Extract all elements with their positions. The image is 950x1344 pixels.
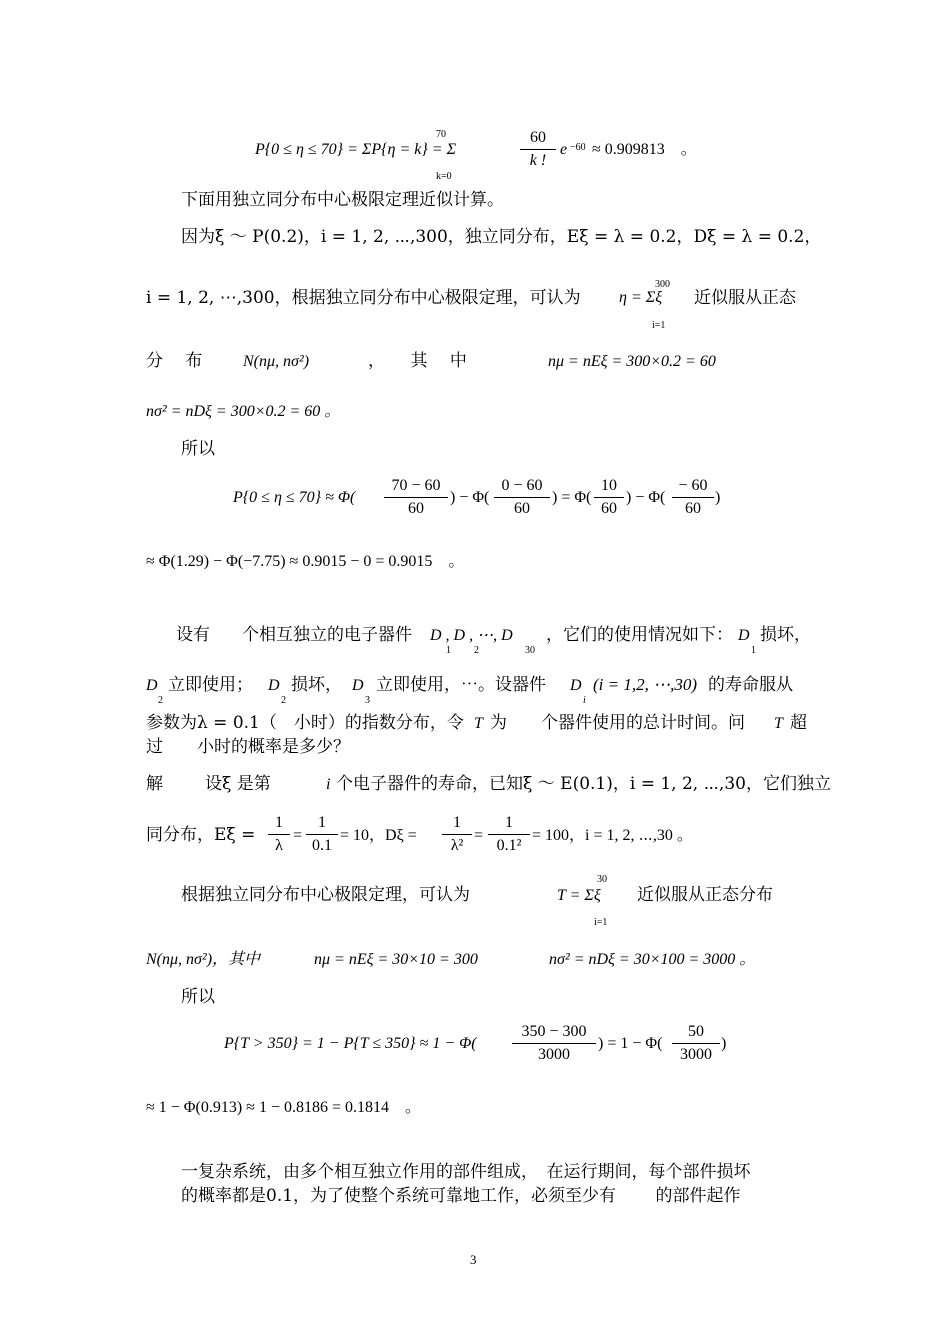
p6-l3c: 近似服从正态分布 [637,885,773,905]
p3-sum-lower: i=1 [652,320,666,331]
p4-m2: ) = Φ( [552,489,592,506]
p3-line3c: ， 其 中 [368,351,467,371]
p5-l1a: 设有 [176,625,210,645]
p5-l1e: D [738,627,750,644]
p5-l2h: (i = 1,2, ⋯,30) [593,675,698,694]
p4-m4: ) [715,489,721,506]
p5-l2g: D [570,677,582,694]
p5-l2i: 的寿命服从 [708,675,793,695]
p6-frac-1 [268,815,290,854]
p6-g2d: 3000 [680,1046,712,1063]
p6-g2n: 50 [688,1023,704,1040]
p5-l2f: 立即使用，⋯。设器件 [376,675,546,695]
p6-l3b: T = Σξ [557,887,601,904]
p5-l3b: T [474,715,483,732]
p6-frac-3 [442,815,472,854]
p6-f4n: 1 [505,814,513,831]
p3-line3b: N(nμ, nσ²) [243,353,310,370]
p6-frac-g1 [512,1024,596,1063]
p3-sum-upper: 300 [655,279,670,290]
p4-line2: ≈ Φ(1.29) − Φ(−7.75) ≈ 0.9015 − 0 = 0.9015 。 [146,553,465,570]
p3-line2a: i = 1, 2, ⋯,300，根据独立同分布中心极限定理，可认为 [146,288,581,308]
p4-frac-3 [594,478,624,517]
p6-l3a: 根据独立同分布中心极限定理，可认为 [181,885,470,905]
p6-f3n: 1 [453,814,461,831]
p4-formula-a: P{0 ≤ η ≤ 70} ≈ Φ( [233,489,356,506]
p6-eq: = [293,827,303,844]
p5-l3a: 参数为λ = 0.1（ 小时）的指数分布，令 [146,713,464,733]
p6-l4b: nμ = nEξ = 30×10 = 300 [314,951,478,968]
p1-fraction [520,130,556,169]
p1-frac-den: k ! [529,152,547,169]
p1-frac-num: 60 [530,129,546,146]
p6-frac-4 [488,815,530,854]
p4-f3n: 10 [601,477,617,494]
p6-frac-g2 [672,1024,720,1063]
p6-l2a: 同分布，Eξ = [146,825,256,845]
p6-l2b: = 10，Dξ = [340,827,417,844]
p4-f4n: − 60 [678,477,708,494]
p5-l2a: D [146,677,158,694]
p6-l5: ≈ 1 − Φ(0.913) ≈ 1 − 0.8186 = 0.1814 。 [146,1099,421,1116]
p5-l2d: 损坏， [291,675,342,695]
p3-line2b: 近似服从正态 [694,288,796,308]
p3-line2-eta: η = Σξ [619,289,663,306]
p6-fa: P{T > 350} = 1 − P{T ≤ 350} ≈ 1 − Φ( [224,1035,477,1052]
p6-jie: 解 [146,774,163,794]
p5-l2g-sub: i [583,695,586,706]
p4-f2n: 0 − 60 [501,477,543,494]
p1-sum-upper: 70 [436,129,446,140]
p4-m1: ) − Φ( [450,489,490,506]
p3-line1: 因为ξ ～ P(0.2)，i = 1, 2, ⋯,300，独立同分布，Eξ = λ = 0.2，Dξ = λ = 0.2， [181,227,822,247]
p1-sum-lower: k=0 [436,171,452,182]
p1-tail-exp: −60 [570,142,586,153]
p6-f4d: 0.1² [496,837,522,854]
p6-sum-lower: i=1 [594,917,608,928]
p6-frac-2 [306,815,338,854]
p6-l2c: = 100，i = 1, 2, ⋯,30 。 [532,827,693,844]
p6-l1c: 个电子器件的寿命，已知ξ ～ E(0.1)，i = 1, 2, ⋯,30，它们独立 [336,774,831,794]
p2-text: 下面用独立同分布中心极限定理近似计算。 [181,190,504,210]
p4-f2d: 60 [514,500,530,517]
p5-l4: 过 小时的概率是多少？ [146,737,350,757]
p6-g1d: 3000 [538,1046,570,1063]
p4-frac-1 [384,478,448,517]
p7-l2: 的概率都是0.1，为了使整个系统可靠地工作，必须至少有 的部件起作 [181,1186,741,1206]
p4-f1n: 70 − 60 [391,477,441,494]
p5-l3d: T [774,715,783,732]
p4-f1d: 60 [408,500,424,517]
p6-f2d: 0.1 [312,837,332,854]
p6-l4c: nσ² = nDξ = 30×100 = 3000 。 [549,951,756,968]
p4-f4d: 60 [685,500,701,517]
p5-l1d: ，它们的使用情况如下： [546,625,733,645]
p3-line3d: nμ = nEξ = 300×0.2 = 60 [548,353,716,370]
p1-result: ≈ 0.909813 。 [592,141,697,158]
p6-g1n: 350 − 300 [521,1023,587,1040]
p6-f1n: 1 [275,814,283,831]
p6-l1b: i [326,776,331,793]
p5-l2e: D [352,677,364,694]
page-number: 3 [470,1252,477,1267]
p4-m3: ) − Φ( [626,489,666,506]
p4-frac-4 [672,478,714,517]
p4-f3d: 60 [601,500,617,517]
p6-fb: ) = 1 − Φ( [598,1035,663,1052]
p5-l2b: 立即使用； [168,675,253,695]
p1-tail: e [560,141,568,158]
p5-l2c-sub: 2 [281,695,286,706]
p5-l2c: D [268,677,280,694]
p5-l1e-sub: 1 [751,645,756,656]
p5-l2e-sub: 3 [365,695,370,706]
p5-sub2: 2 [474,645,479,656]
p4-suoyi: 所以 [181,439,215,459]
p6-l4a: N(nμ, nσ²)，其中 [146,951,261,968]
p4-frac-2 [494,478,550,517]
p6-f3d: λ² [450,837,464,854]
p6-sum-upper: 30 [597,874,607,885]
p6-l1a: 设ξ 是第 [205,774,271,794]
p5-l1b: 个相互独立的电子器件 [242,625,412,645]
p3-line4: nσ² = nDξ = 300×0.2 = 60 。 [146,403,341,420]
p5-l2a-sub: 2 [158,695,163,706]
p7-l1: 一复杂系统，由多个相互独立作用的部件组成， 在运行期间，每个部件损坏 [181,1162,751,1182]
p6-suoyi: 所以 [181,987,215,1007]
p3-line3a: 分 布 [146,351,203,371]
p5-sub30: 30 [525,645,535,656]
p6-f1d: λ [275,837,283,854]
p6-fc: ) [721,1035,727,1052]
p5-l3c: 为 个器件使用的总计时间。问 [490,713,745,733]
p5-l1f: 损坏， [760,625,811,645]
p6-eq-2: = [474,827,484,844]
p5-l1c: D , D , ⋯, D [430,627,513,644]
p5-sub1: 1 [446,645,451,656]
p6-f2n: 1 [318,814,326,831]
p5-l3e: 超 [790,713,807,733]
p1-formula-left: P{0 ≤ η ≤ 70} = ΣP{η = k} = Σ [255,141,457,158]
